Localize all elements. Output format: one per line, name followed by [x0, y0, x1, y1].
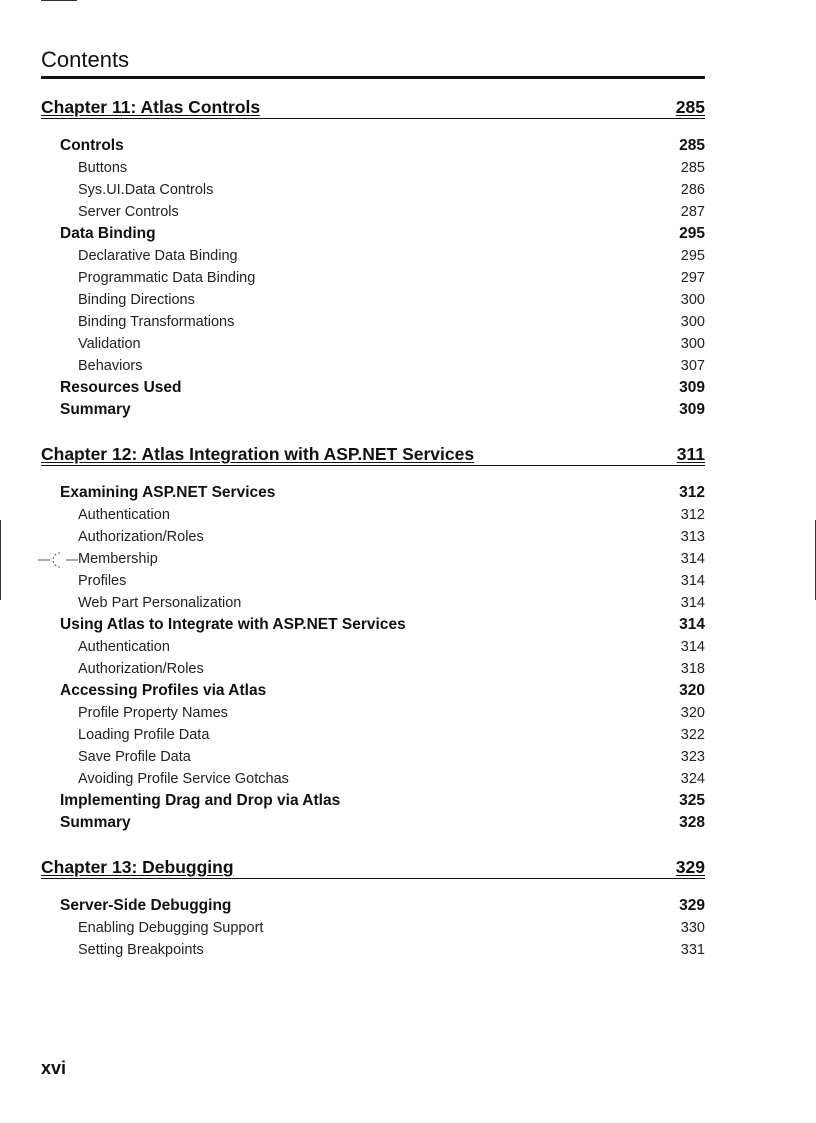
subsection-page-number: 314: [680, 639, 705, 655]
subsection-title: Loading Profile Data: [78, 727, 210, 743]
subsection-page-number: 285: [680, 160, 705, 176]
subsection-page-number: 300: [680, 336, 705, 352]
chapter-entries: [41, 135, 705, 421]
subsection-title: Validation: [78, 336, 141, 352]
subsection-title: Profiles: [78, 573, 127, 589]
subsection-page-number: 297: [680, 270, 705, 286]
chapter-heading[interactable]: [41, 856, 705, 879]
toc-subsection-entry[interactable]: [41, 245, 705, 267]
section-title: Examining ASP.NET Services: [60, 484, 276, 501]
toc-section-entry[interactable]: [41, 482, 705, 504]
table-of-contents: [41, 96, 705, 983]
section-page-number: 325: [679, 792, 705, 809]
chapter-title: Chapter 12: Atlas Integration with ASP.NET Services: [41, 444, 475, 464]
subsection-page-number: 322: [680, 727, 705, 743]
chapter-page-number: 311: [676, 444, 705, 464]
subsection-title: Authorization/Roles: [78, 529, 204, 545]
toc-subsection-entry[interactable]: [41, 355, 705, 377]
section-page-number: 312: [679, 484, 705, 501]
toc-chapter: [41, 96, 705, 421]
section-page-number: 309: [679, 401, 705, 418]
toc-subsection-entry[interactable]: [41, 267, 705, 289]
subsection-page-number: 323: [680, 749, 705, 765]
toc-section-entry[interactable]: [41, 399, 705, 421]
section-title: Accessing Profiles via Atlas: [60, 682, 267, 699]
toc-chapter: [41, 856, 705, 961]
subsection-page-number: 314: [680, 595, 705, 611]
subsection-page-number: 300: [680, 314, 705, 330]
chapter-title: Chapter 13: Debugging: [41, 857, 234, 877]
section-title: Summary: [60, 401, 131, 418]
chapter-page-number: 329: [675, 857, 705, 877]
subsection-title: Authorization/Roles: [78, 661, 204, 677]
subsection-page-number: 300: [680, 292, 705, 308]
subsection-title: Setting Breakpoints: [78, 942, 204, 958]
section-title: Using Atlas to Integrate with ASP.NET Services: [60, 616, 406, 633]
chapter-entries: [41, 895, 705, 961]
section-title: Resources Used: [60, 379, 182, 396]
chapter-page-number: 285: [675, 97, 705, 117]
toc-subsection-entry[interactable]: [41, 636, 705, 658]
toc-section-entry[interactable]: [41, 223, 705, 245]
toc-subsection-entry[interactable]: [41, 724, 705, 746]
section-page-number: 309: [679, 379, 705, 396]
chapter-heading[interactable]: [41, 443, 705, 466]
section-title: Controls: [60, 137, 124, 154]
subsection-page-number: 324: [680, 771, 705, 787]
subsection-title: Save Profile Data: [78, 749, 191, 765]
toc-subsection-entry[interactable]: [41, 201, 705, 223]
section-page-number: 285: [679, 137, 705, 154]
toc-chapter: [41, 443, 705, 834]
subsection-page-number: 307: [680, 358, 705, 374]
section-page-number: 329: [679, 897, 705, 914]
margin-rule-left: [0, 520, 1, 600]
subsection-title: Declarative Data Binding: [78, 248, 238, 264]
toc-subsection-entry[interactable]: [41, 548, 705, 570]
subsection-title: Enabling Debugging Support: [78, 920, 264, 936]
subsection-page-number: 331: [680, 942, 705, 958]
toc-subsection-entry[interactable]: [41, 504, 705, 526]
section-title: Implementing Drag and Drop via Atlas: [60, 792, 341, 809]
subsection-title: Profile Property Names: [78, 705, 228, 721]
toc-subsection-entry[interactable]: [41, 917, 705, 939]
section-page-number: 295: [679, 225, 705, 242]
section-page-number: 314: [679, 616, 705, 633]
section-title: Summary: [60, 814, 131, 831]
subsection-page-number: 314: [680, 573, 705, 589]
section-page-number: 320: [679, 682, 705, 699]
toc-subsection-entry[interactable]: [41, 768, 705, 790]
toc-subsection-entry[interactable]: [41, 333, 705, 355]
toc-section-entry[interactable]: [41, 135, 705, 157]
page-folio: xvi: [41, 1058, 67, 1078]
toc-section-entry[interactable]: [41, 812, 705, 834]
subsection-page-number: 314: [680, 551, 705, 567]
subsection-page-number: 318: [680, 661, 705, 677]
toc-subsection-entry[interactable]: [41, 179, 705, 201]
toc-subsection-entry[interactable]: [41, 746, 705, 768]
subsection-title: Programmatic Data Binding: [78, 270, 256, 286]
chapter-title: Chapter 11: Atlas Controls: [41, 97, 261, 117]
subsection-page-number: 320: [680, 705, 705, 721]
toc-subsection-entry[interactable]: [41, 526, 705, 548]
subsection-page-number: 295: [680, 248, 705, 264]
subsection-page-number: 313: [680, 529, 705, 545]
subsection-title: Authentication: [78, 507, 170, 523]
toc-section-entry[interactable]: [41, 377, 705, 399]
subsection-page-number: 287: [680, 204, 705, 220]
subsection-page-number: 330: [680, 920, 705, 936]
subsection-page-number: 312: [680, 507, 705, 523]
toc-subsection-entry[interactable]: [41, 570, 705, 592]
toc-subsection-entry[interactable]: [41, 658, 705, 680]
chapter-entries: [41, 482, 705, 834]
toc-subsection-entry[interactable]: [41, 157, 705, 179]
toc-subsection-entry[interactable]: [41, 592, 705, 614]
subsection-title: Binding Directions: [78, 292, 195, 308]
subsection-title: Server Controls: [78, 204, 179, 220]
subsection-title: Membership: [78, 551, 158, 567]
subsection-title: Behaviors: [78, 358, 143, 374]
toc-section-entry[interactable]: [41, 790, 705, 812]
subsection-title: Buttons: [78, 160, 128, 176]
section-title: Data Binding: [60, 225, 156, 242]
subsection-title: Sys.UI.Data Controls: [78, 182, 214, 198]
section-title: Server-Side Debugging: [60, 897, 232, 914]
section-page-number: 328: [679, 814, 705, 831]
crop-mark-top: [41, 0, 77, 1]
toc-section-entry[interactable]: [41, 895, 705, 917]
toc-subsection-entry[interactable]: [41, 311, 705, 333]
subsection-page-number: 286: [680, 182, 705, 198]
subsection-title: Avoiding Profile Service Gotchas: [78, 771, 289, 787]
toc-section-entry[interactable]: [41, 680, 705, 702]
chapter-heading[interactable]: [41, 96, 705, 119]
toc-section-entry[interactable]: [41, 614, 705, 636]
page-title: Contents: [41, 46, 705, 79]
toc-subsection-entry[interactable]: [41, 939, 705, 961]
toc-subsection-entry[interactable]: [41, 702, 705, 724]
toc-subsection-entry[interactable]: [41, 289, 705, 311]
subsection-title: Authentication: [78, 639, 170, 655]
subsection-title: Binding Transformations: [78, 314, 235, 330]
subsection-title: Web Part Personalization: [78, 595, 242, 611]
